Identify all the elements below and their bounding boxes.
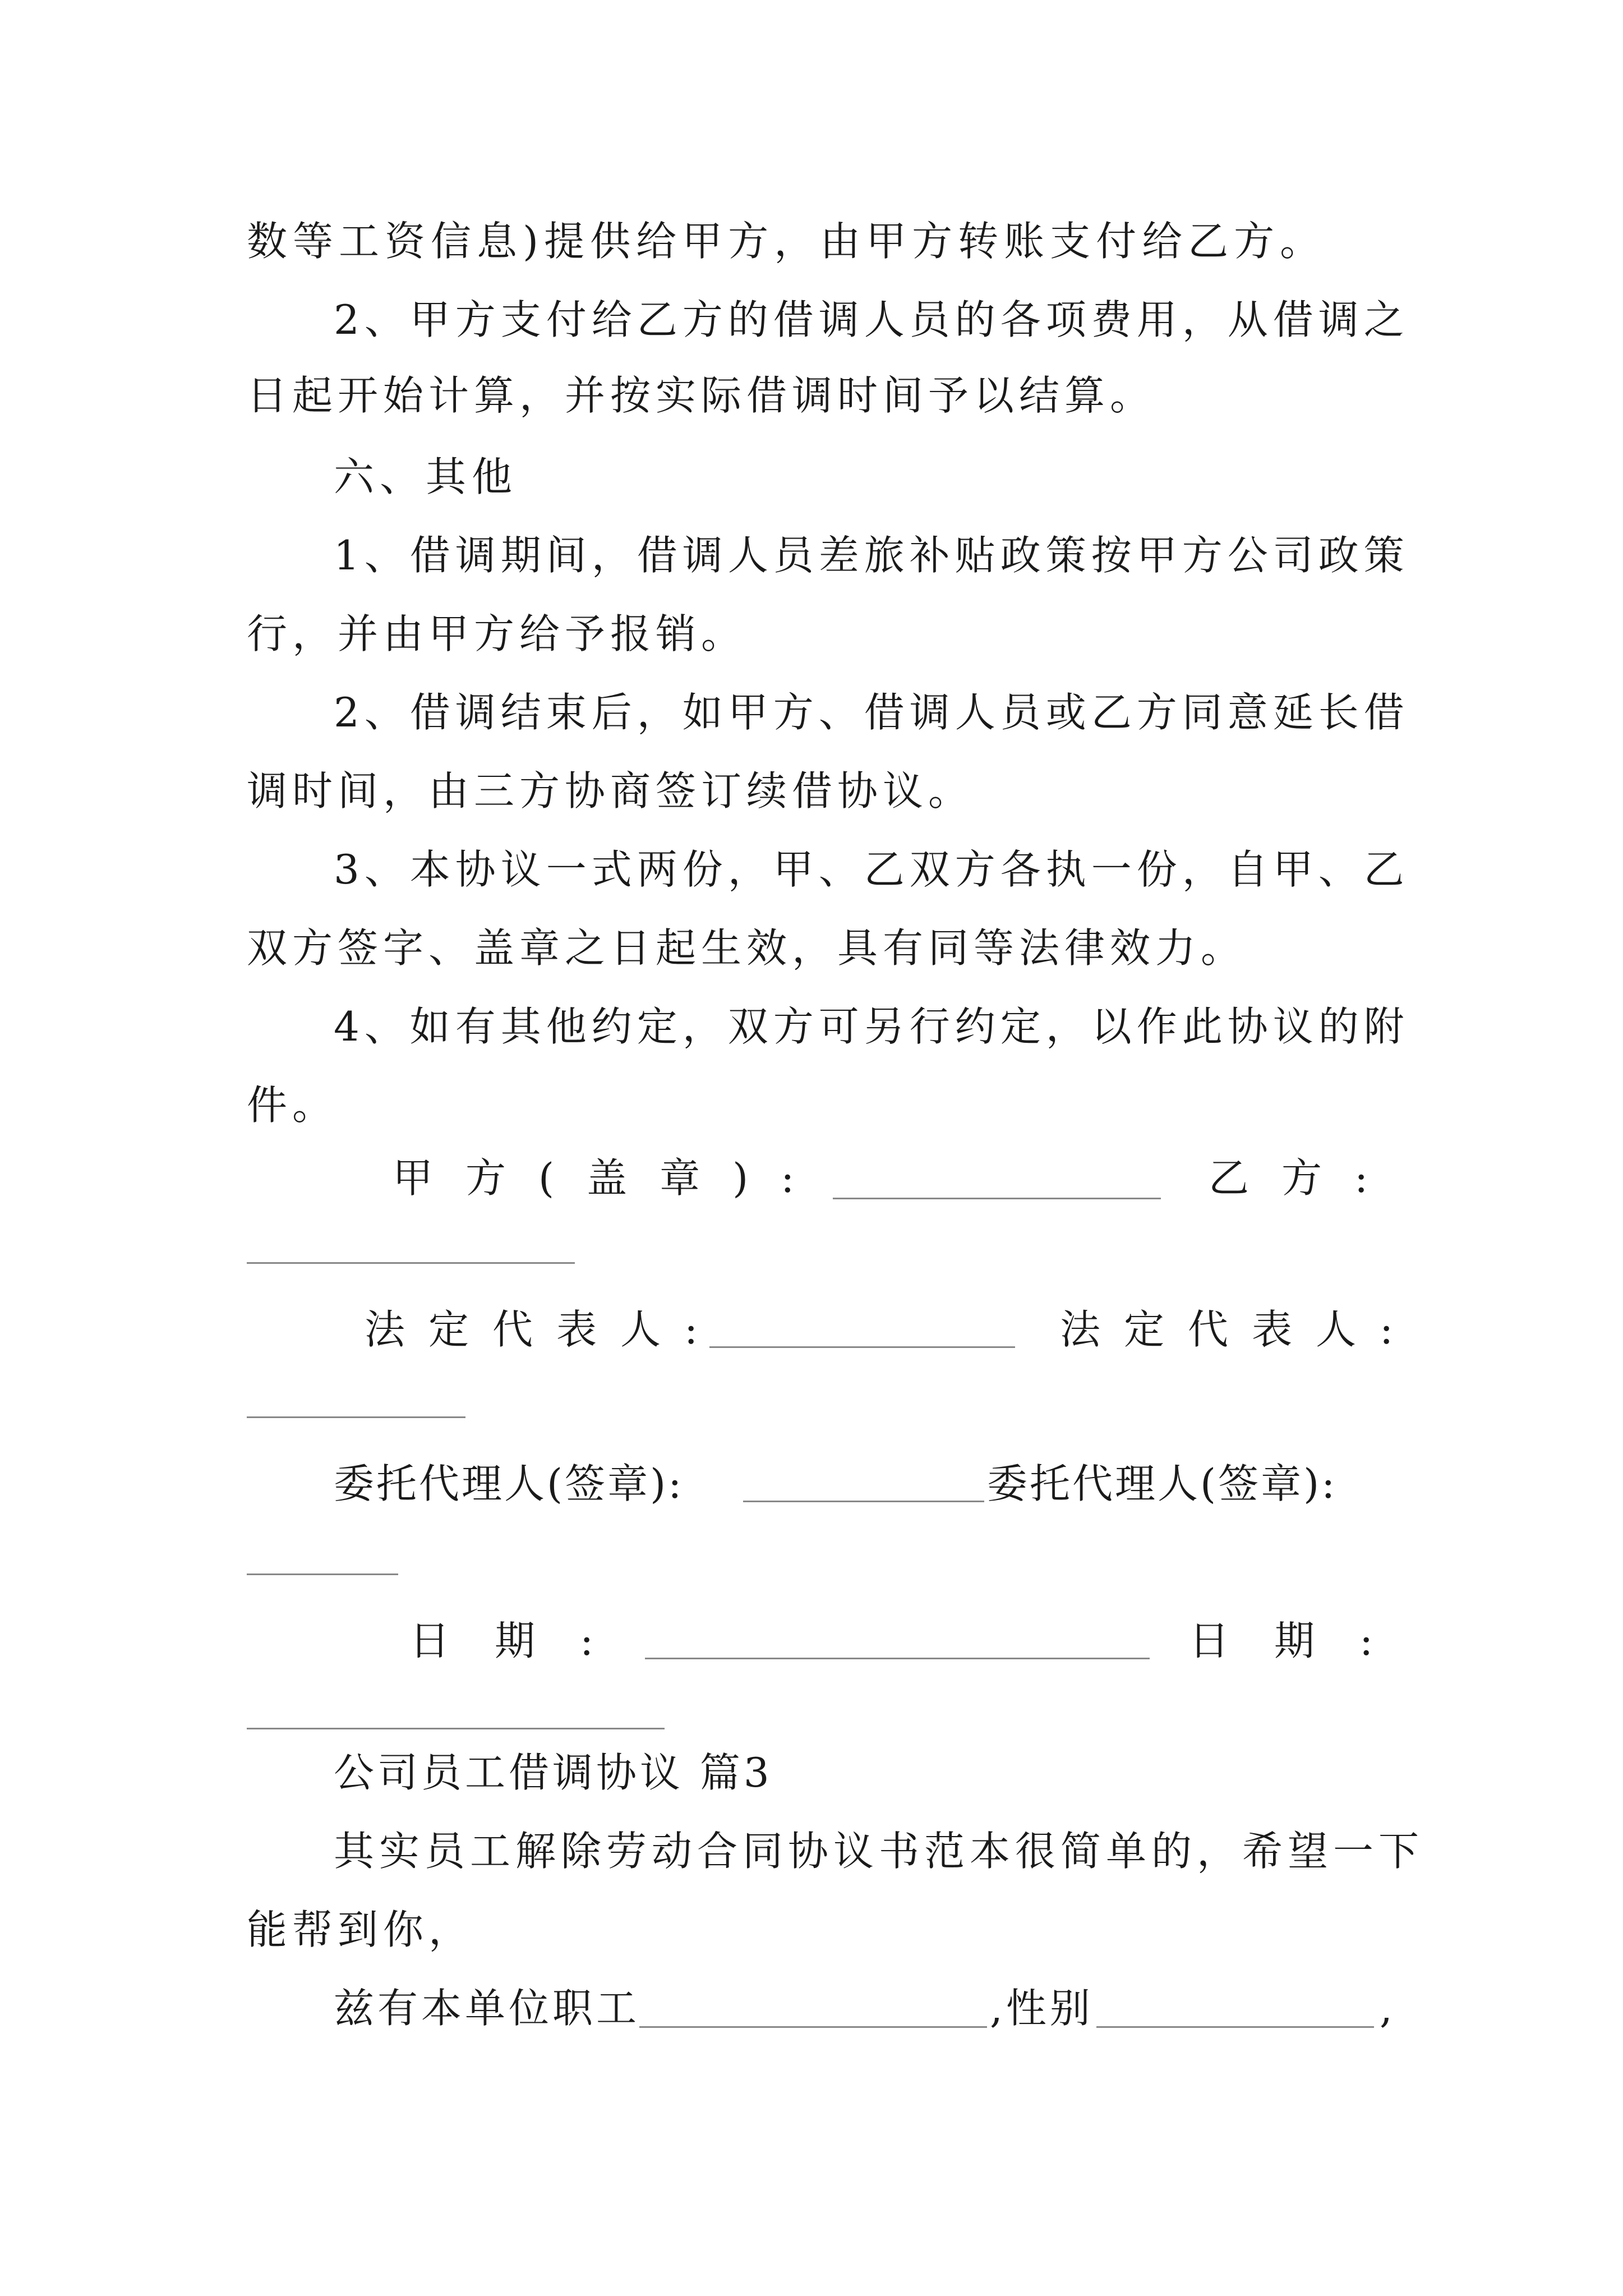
date-a-label: 日期: (409, 1617, 639, 1664)
party-b-label: 乙方: (1209, 1154, 1401, 1202)
form-prefix: 兹有本单位职工 (334, 1985, 640, 2032)
rep-a-label: 法定代表人: (365, 1306, 722, 1353)
paragraph-line: 1、借调期间，借调人员差旅补贴政策按甲方公司政策 (334, 532, 1409, 579)
paragraph-line: 2、借调结束后，如甲方、借调人员或乙方同意延长借 (334, 689, 1409, 736)
agent-b-blank (247, 1573, 398, 1575)
paragraph-line: 数等工资信息)提供给甲方，由甲方转账支付给乙方。 (247, 218, 1326, 265)
paragraph-line: 3、本协议一式两份，甲、乙双方各执一份，自甲、乙 (334, 846, 1409, 893)
date-a-blank (645, 1658, 1150, 1659)
date-b-blank (247, 1728, 665, 1729)
paragraph-line: 2、甲方支付给乙方的借调人员的各项费用，从借调之 (334, 296, 1409, 343)
paragraph-line: 能帮到你， (247, 1906, 474, 1953)
rep-b-label: 法定代表人: (1060, 1306, 1417, 1353)
employee-name-blank (639, 2026, 987, 2028)
paragraph-line: 其实员工解除劳动合同协议书范本很简单的，希望一下 (334, 1828, 1424, 1875)
date-b-label: 日期: (1189, 1617, 1418, 1664)
paragraph-line: 双方签字、盖章之日起生效，具有同等法律效力。 (247, 924, 1247, 972)
rep-b-blank (247, 1416, 465, 1418)
party-b-blank (247, 1262, 575, 1264)
agent-a-label: 委托代理人(签章): (334, 1460, 684, 1507)
agent-a-blank (743, 1501, 984, 1502)
paragraph-line: 4、如有其他约定，双方可另行约定，以作此协议的附 (334, 1003, 1409, 1050)
section-heading: 六、其他 (334, 453, 518, 500)
paragraph-line: 行，并由甲方给予报销。 (247, 610, 747, 657)
paragraph-line: 件。 (247, 1082, 338, 1129)
agent-b-label: 委托代理人(签章): (987, 1460, 1338, 1507)
paragraph-line: 调时间，由三方协商签订续借协议。 (247, 767, 974, 815)
paragraph-line: 日起开始计算，并按实际借调时间予以结算。 (247, 372, 1156, 419)
party-a-label: 甲方(盖章): (393, 1154, 827, 1202)
gender-label: ,性别 (990, 1985, 1094, 2032)
party-a-blank (833, 1198, 1161, 1199)
rep-a-blank (709, 1346, 1015, 1348)
gender-blank (1096, 2026, 1374, 2028)
form-suffix: , (1380, 1985, 1393, 2032)
section-title: 公司员工借调协议 篇3 (334, 1749, 773, 1796)
